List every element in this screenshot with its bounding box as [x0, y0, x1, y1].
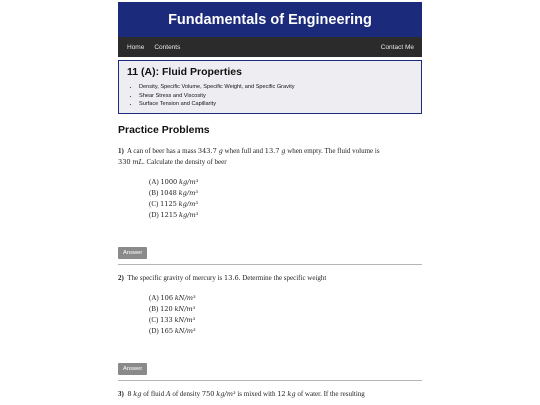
problem-3-statement	[118, 389, 422, 400]
answer-option: (D) 1215 kg/m³	[149, 211, 199, 219]
divider	[118, 380, 422, 381]
answer-option: (A) 106 kN/m³	[149, 294, 196, 302]
answer-button[interactable]: Answer	[118, 247, 147, 259]
problem-value: 13.7	[264, 147, 280, 155]
problem-text: when empty. The fluid volume is	[285, 147, 380, 155]
site-title: Fundamentals of Engineering	[168, 11, 372, 28]
problem-value: 8	[127, 390, 132, 398]
divider	[118, 264, 422, 265]
site-banner	[118, 2, 422, 37]
answer-option: (C) 133 kN/m³	[149, 316, 196, 324]
topic-item: • Density, Specific Volume, Specific Weight, and Specific Gravity	[139, 83, 413, 92]
problem-unit: g	[281, 147, 286, 155]
problem-unit: kg/m³	[216, 390, 236, 398]
problem-unit: kg	[287, 390, 296, 398]
problem-text: . Determine the specific weight	[238, 274, 327, 282]
problem-value: 12	[277, 390, 286, 398]
answer-option: (B) 120 kN/m³	[149, 305, 196, 313]
problem-number: 2)	[118, 274, 124, 282]
answer-option: (A) 1000 kg/m³	[149, 178, 199, 186]
topic-list	[127, 83, 413, 109]
problem-text: A can of beer has a mass	[126, 147, 198, 155]
topic-item: • Shear Stress and Viscosity	[139, 92, 413, 101]
section-info-box	[118, 60, 422, 114]
problem-text: The specific gravity of mercury is	[127, 274, 225, 282]
problem-value: 343.7	[197, 147, 217, 155]
answer-button[interactable]: Answer	[118, 363, 147, 375]
problem-1-options	[149, 177, 422, 221]
page-container	[118, 2, 422, 400]
problem-text: of fluid	[141, 390, 166, 398]
problem-unit: mL	[132, 158, 143, 166]
answer-option: (C) 1125 kg/m³	[149, 200, 198, 208]
problem-2-statement	[118, 273, 422, 284]
problem-2-options	[149, 293, 422, 337]
topic-item: • Surface Tension and Capillarity	[139, 100, 413, 109]
nav-bar	[118, 37, 422, 57]
answer-option: (D) 165 kN/m³	[149, 327, 196, 335]
problem-value: 330	[118, 158, 131, 166]
nav-contact-link[interactable]: Contact Me	[380, 43, 414, 51]
problem-text: of water. If the resulting	[295, 390, 365, 398]
answer-option: (B) 1048 kg/m³	[149, 189, 198, 197]
problem-text: of density	[170, 390, 202, 398]
problem-unit: kg	[133, 390, 142, 398]
nav-home-link[interactable]: Home	[127, 43, 145, 51]
problem-number: 3)	[118, 390, 124, 398]
nav-contents-link[interactable]: Contents	[154, 43, 181, 51]
problem-number: 1)	[118, 147, 124, 155]
problem-1-statement	[118, 146, 422, 168]
practice-heading: Practice Problems	[118, 124, 210, 136]
section-title: 11 (A): Fluid Properties	[127, 66, 242, 78]
problem-value: 13.6	[224, 274, 239, 282]
problem-symbol: A	[165, 390, 171, 398]
problem-text: when full and	[222, 147, 265, 155]
problem-text: . Calculate the density of beer	[142, 158, 227, 166]
problem-value: 750	[201, 390, 215, 398]
problem-text: is mixed with	[235, 390, 278, 398]
problem-unit: g	[218, 147, 223, 155]
